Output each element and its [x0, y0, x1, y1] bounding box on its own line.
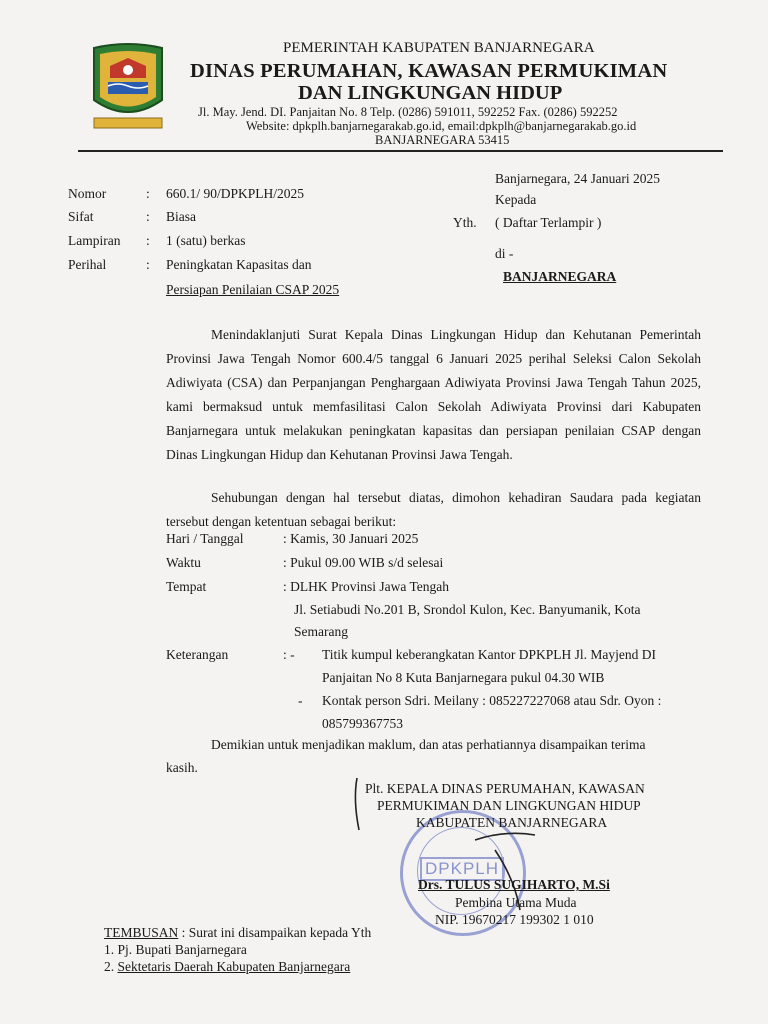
sifat-label: Sifat: [68, 209, 94, 224]
body-paragraph-1: Menindaklanjuti Surat Kepala Dinas Lingkungan Hidup dan Kehutanan Pemerintah Provinsi Jawa Tengah Nomor 600.4/5 tanggal 6 Januari 2025 perihal Seleksi Calon Sekolah Adiwiyata (CSA) dan Perpanjangan Penghargaan Adiwiyata Provinsi Jawa Tengah Tahun 2025, kami bermaksud untuk memfasilitasi Calon Sekolah Adiwiyata Provinsi dari Kabupaten Banjarnegara untuk melakukan peningkatan kapasitas dan persiapan penilaian CSAP dengan Dinas Lingkungan Hidup dan Kehutanan Provinsi Jawa Tengah.: [166, 327, 701, 462]
keterangan-item-2b: 085799367753: [322, 716, 403, 731]
tembusan-item-2-text: Sektetaris Daerah Kabupaten Banjarnegara: [117, 959, 351, 974]
tembusan-line: [104, 925, 371, 941]
header-address: Jl. May. Jend. DI. Panjaitan No. 8 Telp. (0286) 591011, 592252 Fax. (0286) 592252: [198, 105, 618, 119]
sifat-colon: :: [146, 209, 150, 224]
hari-value: : Kamis, 30 Januari 2025: [283, 531, 419, 546]
tembusan-item-1: 1. Pj. Bupati Banjarnegara: [104, 942, 247, 957]
tembusan-intro: : Surat ini disampaikan kepada Yth: [181, 925, 372, 940]
keterangan-item-2a: Kontak person Sdri. Meilany : 085227227068 atau Sdr. Oyon :: [322, 693, 662, 708]
signatory-title-3: KABUPATEN BANJARNEGARA: [416, 815, 608, 830]
perihal-colon: :: [146, 257, 150, 272]
tembusan-item-2-number: 2.: [104, 959, 115, 974]
nomor-value: 660.1/ 90/DPKPLH/2025: [166, 186, 305, 201]
body-paragraph-2: Sehubungan dengan hal tersebut diatas, dimohon kehadiran Saudara pada kegiatan tersebut dengan ketentuan sebagai berikut:: [166, 490, 701, 529]
tembusan-heading: TEMBUSAN: [104, 925, 179, 940]
perihal-value-2: Persiapan Penilaian CSAP 2025: [166, 282, 340, 297]
tempat-label: Tempat: [166, 579, 207, 594]
di-label: di -: [495, 246, 514, 261]
keterangan-label: Keterangan: [166, 647, 229, 662]
recipient-list: ( Daftar Terlampir ): [495, 215, 602, 230]
tempat-value-3: Semarang: [294, 624, 348, 639]
tembusan-item-2: [104, 959, 350, 975]
kepada-label: Kepada: [495, 192, 537, 207]
nomor-label: Nomor: [68, 186, 107, 201]
signatory-name: Drs. TULUS SUGIHARTO, M.Si: [418, 877, 610, 892]
keterangan-item-1b: Panjaitan No 8 Kuta Banjarnegara pukul 04.30 WIB: [322, 670, 605, 685]
waktu-value: : Pukul 09.00 WIB s/d selesai: [283, 555, 444, 570]
header-website: Website: dpkplh.banjarnegarakab.go.id, email:dpkplh@banjarnegarakab.go.id: [246, 119, 637, 133]
lampiran-value: 1 (satu) berkas: [166, 233, 246, 248]
regency-logo: [88, 42, 168, 134]
signatory-title-2: PERMUKIMAN DAN LINGKUNGAN HIDUP: [377, 798, 641, 813]
nomor-colon: :: [146, 186, 150, 201]
perihal-value-1: Peningkatan Kapasitas dan: [166, 257, 312, 272]
yth-label: Yth.: [453, 215, 477, 230]
signatory-title-1: Plt. KEPALA DINAS PERUMAHAN, KAWASAN: [365, 781, 645, 796]
header-line2: DINAS PERUMAHAN, KAWASAN PERMUKIMAN: [190, 60, 668, 82]
header-line3: DAN LINGKUNGAN HIDUP: [298, 82, 563, 104]
keterangan-dash: -: [298, 693, 303, 708]
letter-date: Banjarnegara, 24 Januari 2025: [495, 171, 660, 186]
recipient-place: BANJARNEGARA: [503, 269, 617, 284]
waktu-label: Waktu: [166, 555, 201, 570]
header-rule: [78, 150, 723, 152]
sifat-value: Biasa: [166, 209, 196, 224]
tempat-value-1: : DLHK Provinsi Jawa Tengah: [283, 579, 450, 594]
closing-line-2: kasih.: [166, 760, 198, 775]
closing-line-1: Demikian untuk menjadikan maklum, dan atas perhatiannya disampaikan terima: [211, 737, 646, 752]
keterangan-colon: : -: [283, 647, 295, 662]
perihal-label: Perihal: [68, 257, 107, 272]
header-city: BANJARNEGARA 53415: [375, 133, 510, 147]
tempat-value-2: Jl. Setiabudi No.201 B, Srondol Kulon, Kec. Banyumanik, Kota: [294, 602, 641, 617]
lampiran-label: Lampiran: [68, 233, 121, 248]
hari-label: Hari / Tanggal: [166, 531, 244, 546]
lampiran-colon: :: [146, 233, 150, 248]
signatory-nip: NIP. 19670217 199302 1 010: [435, 912, 594, 927]
signatory-rank: Pembina Utama Muda: [455, 895, 577, 910]
keterangan-item-1a: Titik kumpul keberangkatan Kantor DPKPLH Jl. Mayjend DI: [322, 647, 656, 662]
header-line1: PEMERINTAH KABUPATEN BANJARNEGARA: [283, 40, 595, 56]
stamp-label: DPKPLH: [420, 857, 504, 881]
